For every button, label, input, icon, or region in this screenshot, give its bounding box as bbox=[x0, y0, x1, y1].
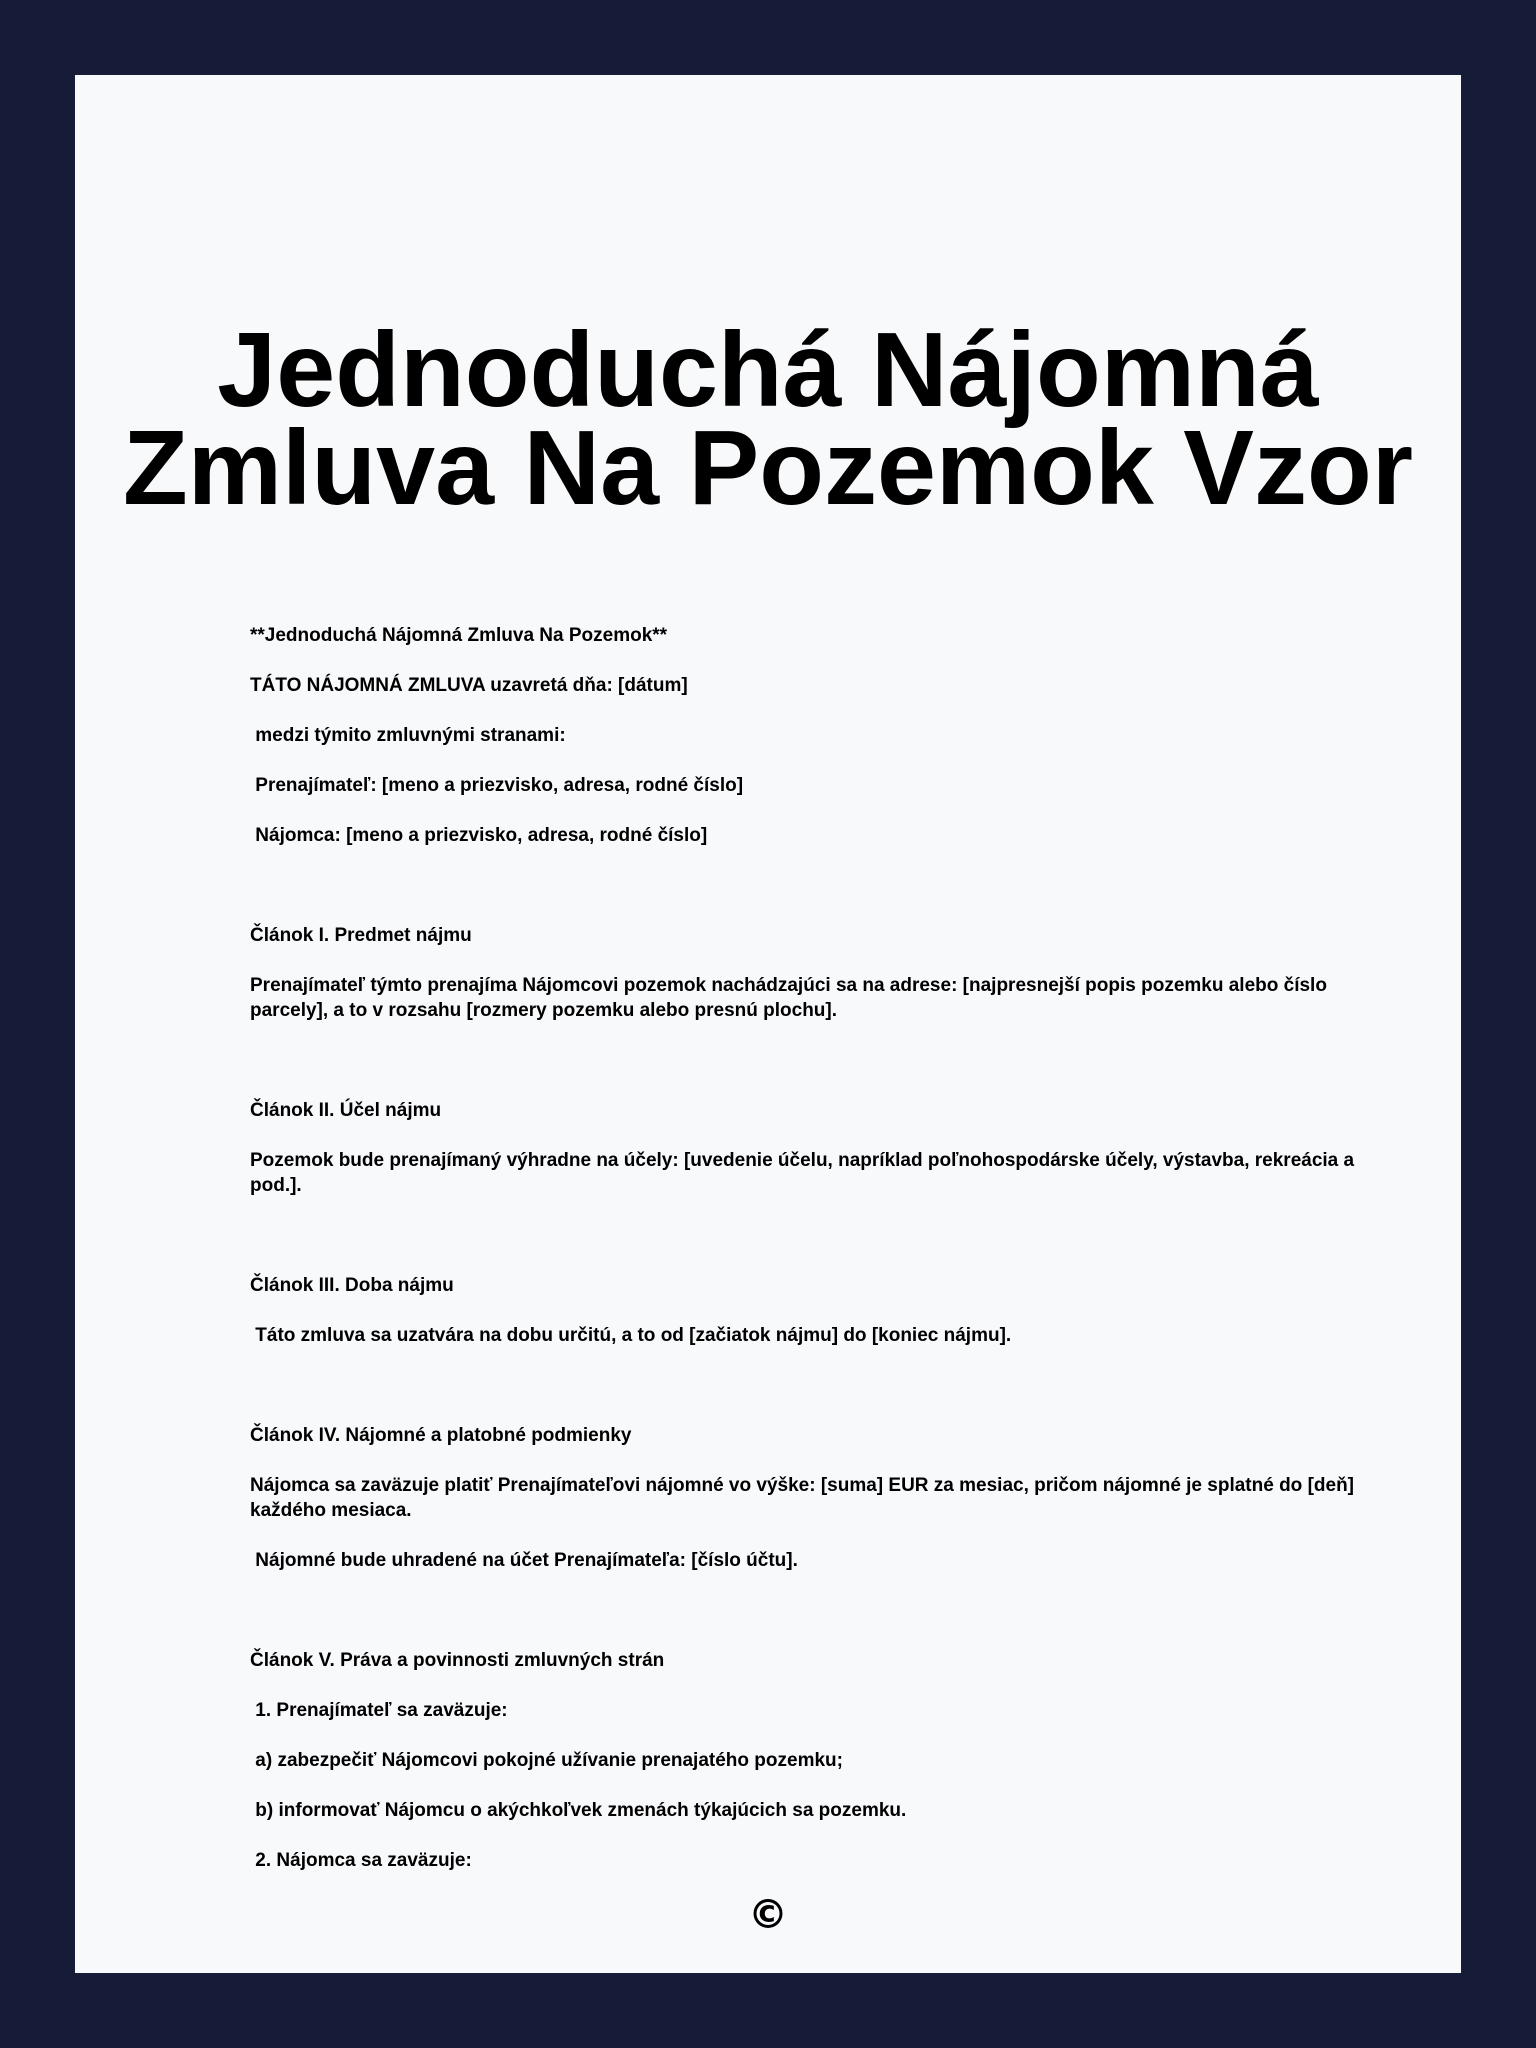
article-3-heading: Článok III. Doba nájmu bbox=[250, 1275, 454, 1296]
document-title bbox=[75, 311, 1461, 527]
copyright-symbol: © bbox=[748, 1892, 788, 1938]
article-1-heading: Článok I. Predmet nájmu bbox=[250, 925, 472, 946]
article-4-account: Nájomné bude uhradené na účet Prenajímateľa: [číslo účtu]. bbox=[250, 1550, 798, 1571]
article-2-text: Pozemok bude prenajímaný výhradne na účely: [uvedenie účelu, napríklad poľnohospodárske účely, výstavba, rekreácia a pod.]. bbox=[250, 1150, 1360, 1196]
contract-parties-intro: medzi týmito zmluvnými stranami: bbox=[250, 725, 566, 746]
contract-intro: TÁTO NÁJOMNÁ ZMLUVA uzavretá dňa: [dátum] bbox=[250, 675, 688, 696]
article-3-text: Táto zmluva sa uzatvára na dobu určitú, a to od [začiatok nájmu] do [koniec nájmu]. bbox=[250, 1325, 1012, 1346]
contract-heading: **Jednoduchá Nájomná Zmluva Na Pozemok** bbox=[250, 625, 668, 646]
article-5-item-2: 2. Nájomca sa zaväzuje: bbox=[250, 1850, 472, 1871]
article-5-item-1b: b) informovať Nájomcu o akýchkoľvek zmenách týkajúcich sa pozemku. bbox=[250, 1800, 907, 1821]
article-2-heading: Článok II. Účel nájmu bbox=[250, 1100, 442, 1121]
document-page bbox=[75, 75, 1461, 1973]
article-5-heading: Článok V. Práva a povinnosti zmluvných strán bbox=[250, 1650, 665, 1671]
party-landlord: Prenajímateľ: [meno a priezvisko, adresa, rodné číslo] bbox=[250, 775, 744, 796]
title-line-1: Jednoduchá Nájomná bbox=[217, 311, 1319, 429]
article-4-text: Nájomca sa zaväzuje platiť Prenajímateľovi nájomné vo výške: [suma] EUR za mesiac, pričom nájomné je splatné do [deň] každého mesiaca. bbox=[250, 1475, 1360, 1521]
article-4-heading: Článok IV. Nájomné a platobné podmienky bbox=[250, 1425, 632, 1446]
article-5-item-1a: a) zabezpečiť Nájomcovi pokojné užívanie prenajatého pozemku; bbox=[250, 1750, 843, 1771]
article-5-item-1: 1. Prenajímateľ sa zaväzuje: bbox=[250, 1700, 508, 1721]
article-1-text: Prenajímateľ týmto prenajíma Nájomcovi pozemok nachádzajúci sa na adrese: [najpresnejší popis pozemku alebo číslo parcely], a to v rozsahu [rozmery pozemku alebo presnú plochu]. bbox=[250, 975, 1333, 1021]
party-tenant: Nájomca: [meno a priezvisko, adresa, rodné číslo] bbox=[250, 825, 708, 846]
title-line-2: Zmluva Na Pozemok Vzor bbox=[122, 409, 1413, 527]
